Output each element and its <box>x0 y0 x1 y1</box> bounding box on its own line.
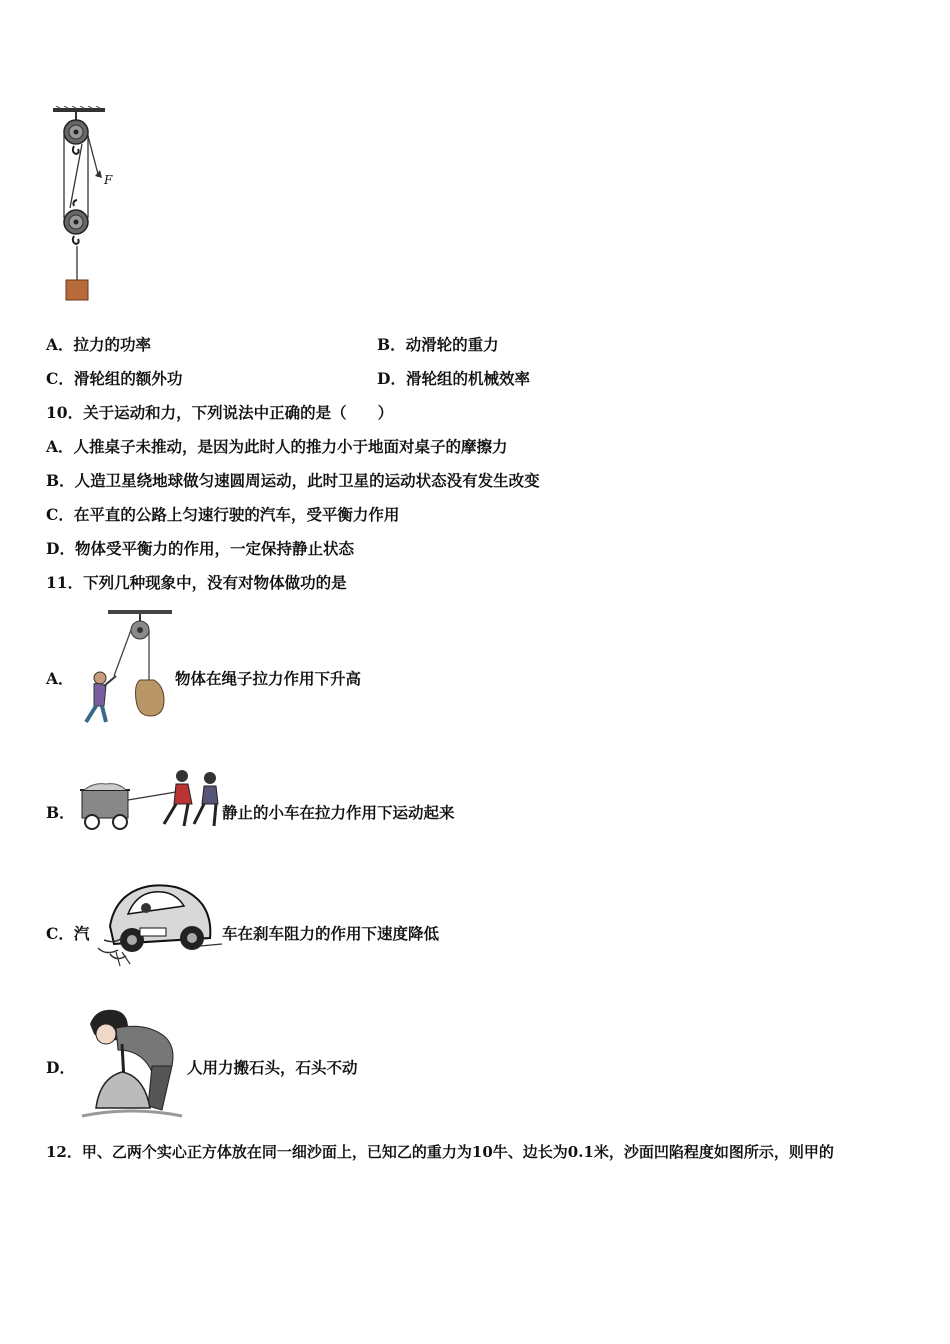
person-lifting-stone-figure <box>76 1004 186 1122</box>
q10-stem: 10．关于运动和力，下列说法中正确的是（ ） <box>46 403 394 422</box>
car-braking-figure <box>88 868 224 968</box>
q10-option-b: B．人造卫星绕地球做匀速圆周运动，此时卫星的运动状态没有发生改变 <box>46 471 540 490</box>
q11-option-d-text: 人用力搬石头，石头不动 <box>187 1058 358 1077</box>
q10-option-c: C．在平直的公路上匀速行驶的汽车，受平衡力作用 <box>46 505 400 524</box>
q11-option-d-label: D． <box>46 1058 75 1077</box>
q11-option-c-label: C．汽 <box>46 924 90 943</box>
q11-option-a-label: A． <box>46 669 74 688</box>
q11-stem: 11．下列几种现象中，没有对物体做功的是 <box>46 573 347 592</box>
q10-option-d: D．物体受平衡力的作用，一定保持静止状态 <box>46 539 354 558</box>
q11-option-c-text: 车在刹车阻力的作用下速度降低 <box>222 924 440 943</box>
q9-option-b: B．动滑轮的重力 <box>377 335 499 354</box>
q11-option-a-text: 物体在绳子拉力作用下升高 <box>175 669 362 688</box>
q9-option-d: D．滑轮组的机械效率 <box>377 369 530 388</box>
person-lifting-bag-figure <box>78 610 178 725</box>
q10-option-a: A．人推桌子未推动，是因为此时人的推力小于地面对桌子的摩擦力 <box>46 437 508 456</box>
q9-option-c: C．滑轮组的额外功 <box>46 369 183 388</box>
force-label-F: F <box>104 173 113 187</box>
q9-option-a: A．拉力的功率 <box>46 335 152 354</box>
q11-option-b-text: 静止的小车在拉力作用下运动起来 <box>222 803 455 822</box>
children-pulling-cart-figure <box>76 766 222 834</box>
q12-stem: 12．甲、乙两个实心正方体放在同一细沙面上，已知乙的重力为10牛、边长为0.1米，沙面凹陷程度如图所示，则甲的 <box>46 1143 834 1161</box>
q11-option-b-label: B． <box>46 803 75 822</box>
pulley-system-figure <box>48 106 128 306</box>
